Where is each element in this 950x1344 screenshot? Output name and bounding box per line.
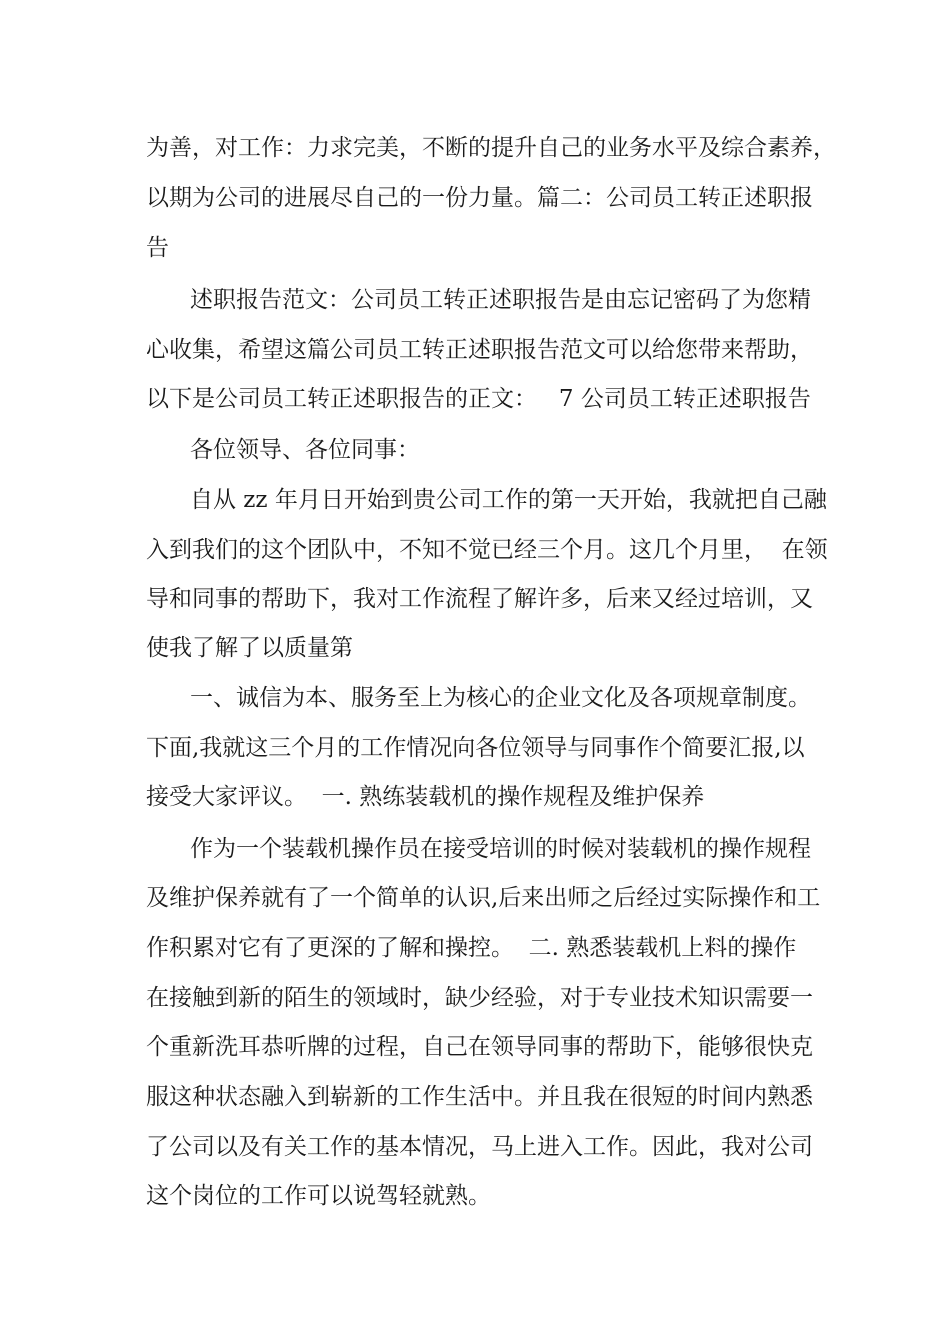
text-line: 告 [146, 235, 169, 261]
text-line: 心收集，希望这篇公司员工转正述职报告范文可以给您带来帮助， [146, 337, 813, 363]
text-line: 各位领导、各位同事： [190, 437, 420, 463]
text-line: 接受大家评议。 一. 熟练装载机的操作规程及维护保养 [146, 784, 705, 810]
text-line: 述职报告范文：公司员工转正述职报告是由忘记密码了为您精 [190, 287, 811, 313]
text-line: 为善，对工作：力求完美，不断的提升自己的业务水平及综合素养， [146, 135, 836, 161]
text-line: 及维护保养就有了一个简单的认识,后来出师之后经过实际操作和工 [146, 885, 821, 911]
text-line: 下面,我就这三个月的工作情况向各位领导与同事作个简要汇报,以 [146, 735, 805, 761]
text-line: 以下是公司员工转正述职报告的正文： 7 公司员工转正述职报告 [146, 386, 811, 412]
text-line: 以期为公司的进展尽自己的一份力量。篇二：公司员工转正述职报 [146, 185, 813, 211]
text-line: 作为一个装载机操作员在接受培训的时候对装载机的操作规程 [190, 836, 811, 862]
text-line: 个重新洗耳恭听牌的过程，自己在领导同事的帮助下，能够很快克 [146, 1034, 813, 1060]
text-line: 自从 zz 年月日开始到贵公司工作的第一天开始，我就把自己融 [190, 487, 827, 513]
text-line: 使我了解了以质量第 [146, 635, 353, 661]
text-line: 一、诚信为本、服务至上为核心的企业文化及各项规章制度。 [190, 685, 811, 711]
text-line: 这个岗位的工作可以说驾轻就熟。 [146, 1183, 491, 1209]
text-line: 了公司以及有关工作的基本情况，马上进入工作。因此，我对公司 [146, 1134, 813, 1160]
text-line: 在接触到新的陌生的领域时，缺少经验，对于专业技术知识需要一 [146, 985, 813, 1011]
text-line: 入到我们的这个团队中，不知不觉已经三个月。这几个月里， 在领 [146, 537, 828, 563]
text-line: 作积累对它有了更深的了解和操控。 二. 熟悉装载机上料的操作 [146, 935, 797, 961]
text-line: 导和同事的帮助下，我对工作流程了解许多，后来又经过培训，又 [146, 586, 813, 612]
text-line: 服这种状态融入到崭新的工作生活中。并且我在很短的时间内熟悉 [146, 1084, 813, 1110]
